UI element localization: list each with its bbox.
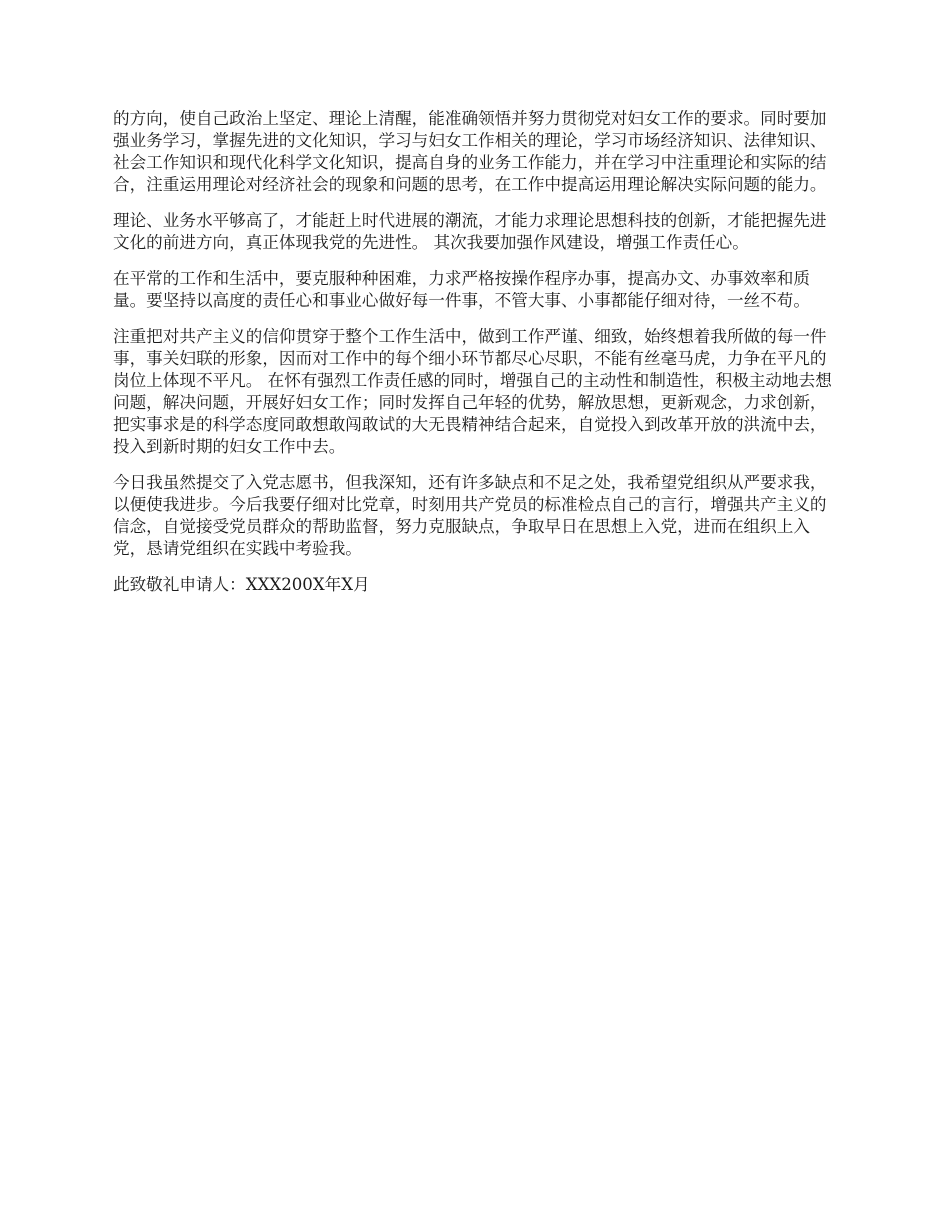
paragraph-2: 理论、业务水平够高了，才能赶上时代进展的潮流，才能力求理论思想科技的创新，才能把握先进文化的前进方向，真正体现我党的先进性。 其次我要加强作风建设，增强工作责任心。 bbox=[113, 211, 827, 252]
paragraph-4: 注重把对共产主义的信仰贯穿于整个工作生活中，做到工作严谨、细致，始终想着我所做的每一件事，事关妇联的形象，因而对工作中的每个细小环节都尽心尽职，不能有丝毫马虎，力争在平凡的岗位上体现不平凡。 在怀有强烈工作责任感的同时，增强自己的主动性和制造性，积极主动地去想问题，解决问题，开展好妇女工作；同时发挥自己年轻的优势，解放思想，更新观念，力求创新，把实事求是的科学态度同敢想敢闯敢试的大无畏精神结合起来，自觉投入到改革开放的洪流中去，投入到新时期的妇女工作中去。 bbox=[113, 327, 832, 456]
paragraph-1: 的方向，使自己政治上坚定、理论上清醒，能准确领悟并努力贯彻党对妇女工作的要求。同时要加强业务学习，掌握先进的文化知识，学习与妇女工作相关的理论，学习市场经济知识、法律知识、社会工作知识和现代化科学文化知识，提高自身的业务工作能力，并在学习中注重理论和实际的结合，注重运用理论对经济社会的现象和问题的思考，在工作中提高运用理论解决实际问题的能力。 bbox=[113, 109, 827, 194]
paragraph-3: 在平常的工作和生活中，要克服种种困难，力求严格按操作程序办事，提高办文、办事效率和质量。要坚持以高度的责任心和事业心做好每一件事，不管大事、小事都能仔细对待，一丝不苟。 bbox=[113, 269, 810, 310]
closing-signature: 此致敬礼申请人：XXX200X年X月 bbox=[113, 575, 370, 594]
paragraph-5: 今日我虽然提交了入党志愿书，但我深知，还有许多缺点和不足之处，我希望党组织从严要求我，以便使我进步。今后我要仔细对比党章，时刻用共产党员的标准检点自己的言行，增强共产主义的信念，自觉接受党员群众的帮助监督，努力克服缺点，争取早日在思想上入党，进而在组织上入党，恳请党组织在实践中考验我。 bbox=[113, 473, 827, 558]
document-body bbox=[113, 108, 843, 596]
